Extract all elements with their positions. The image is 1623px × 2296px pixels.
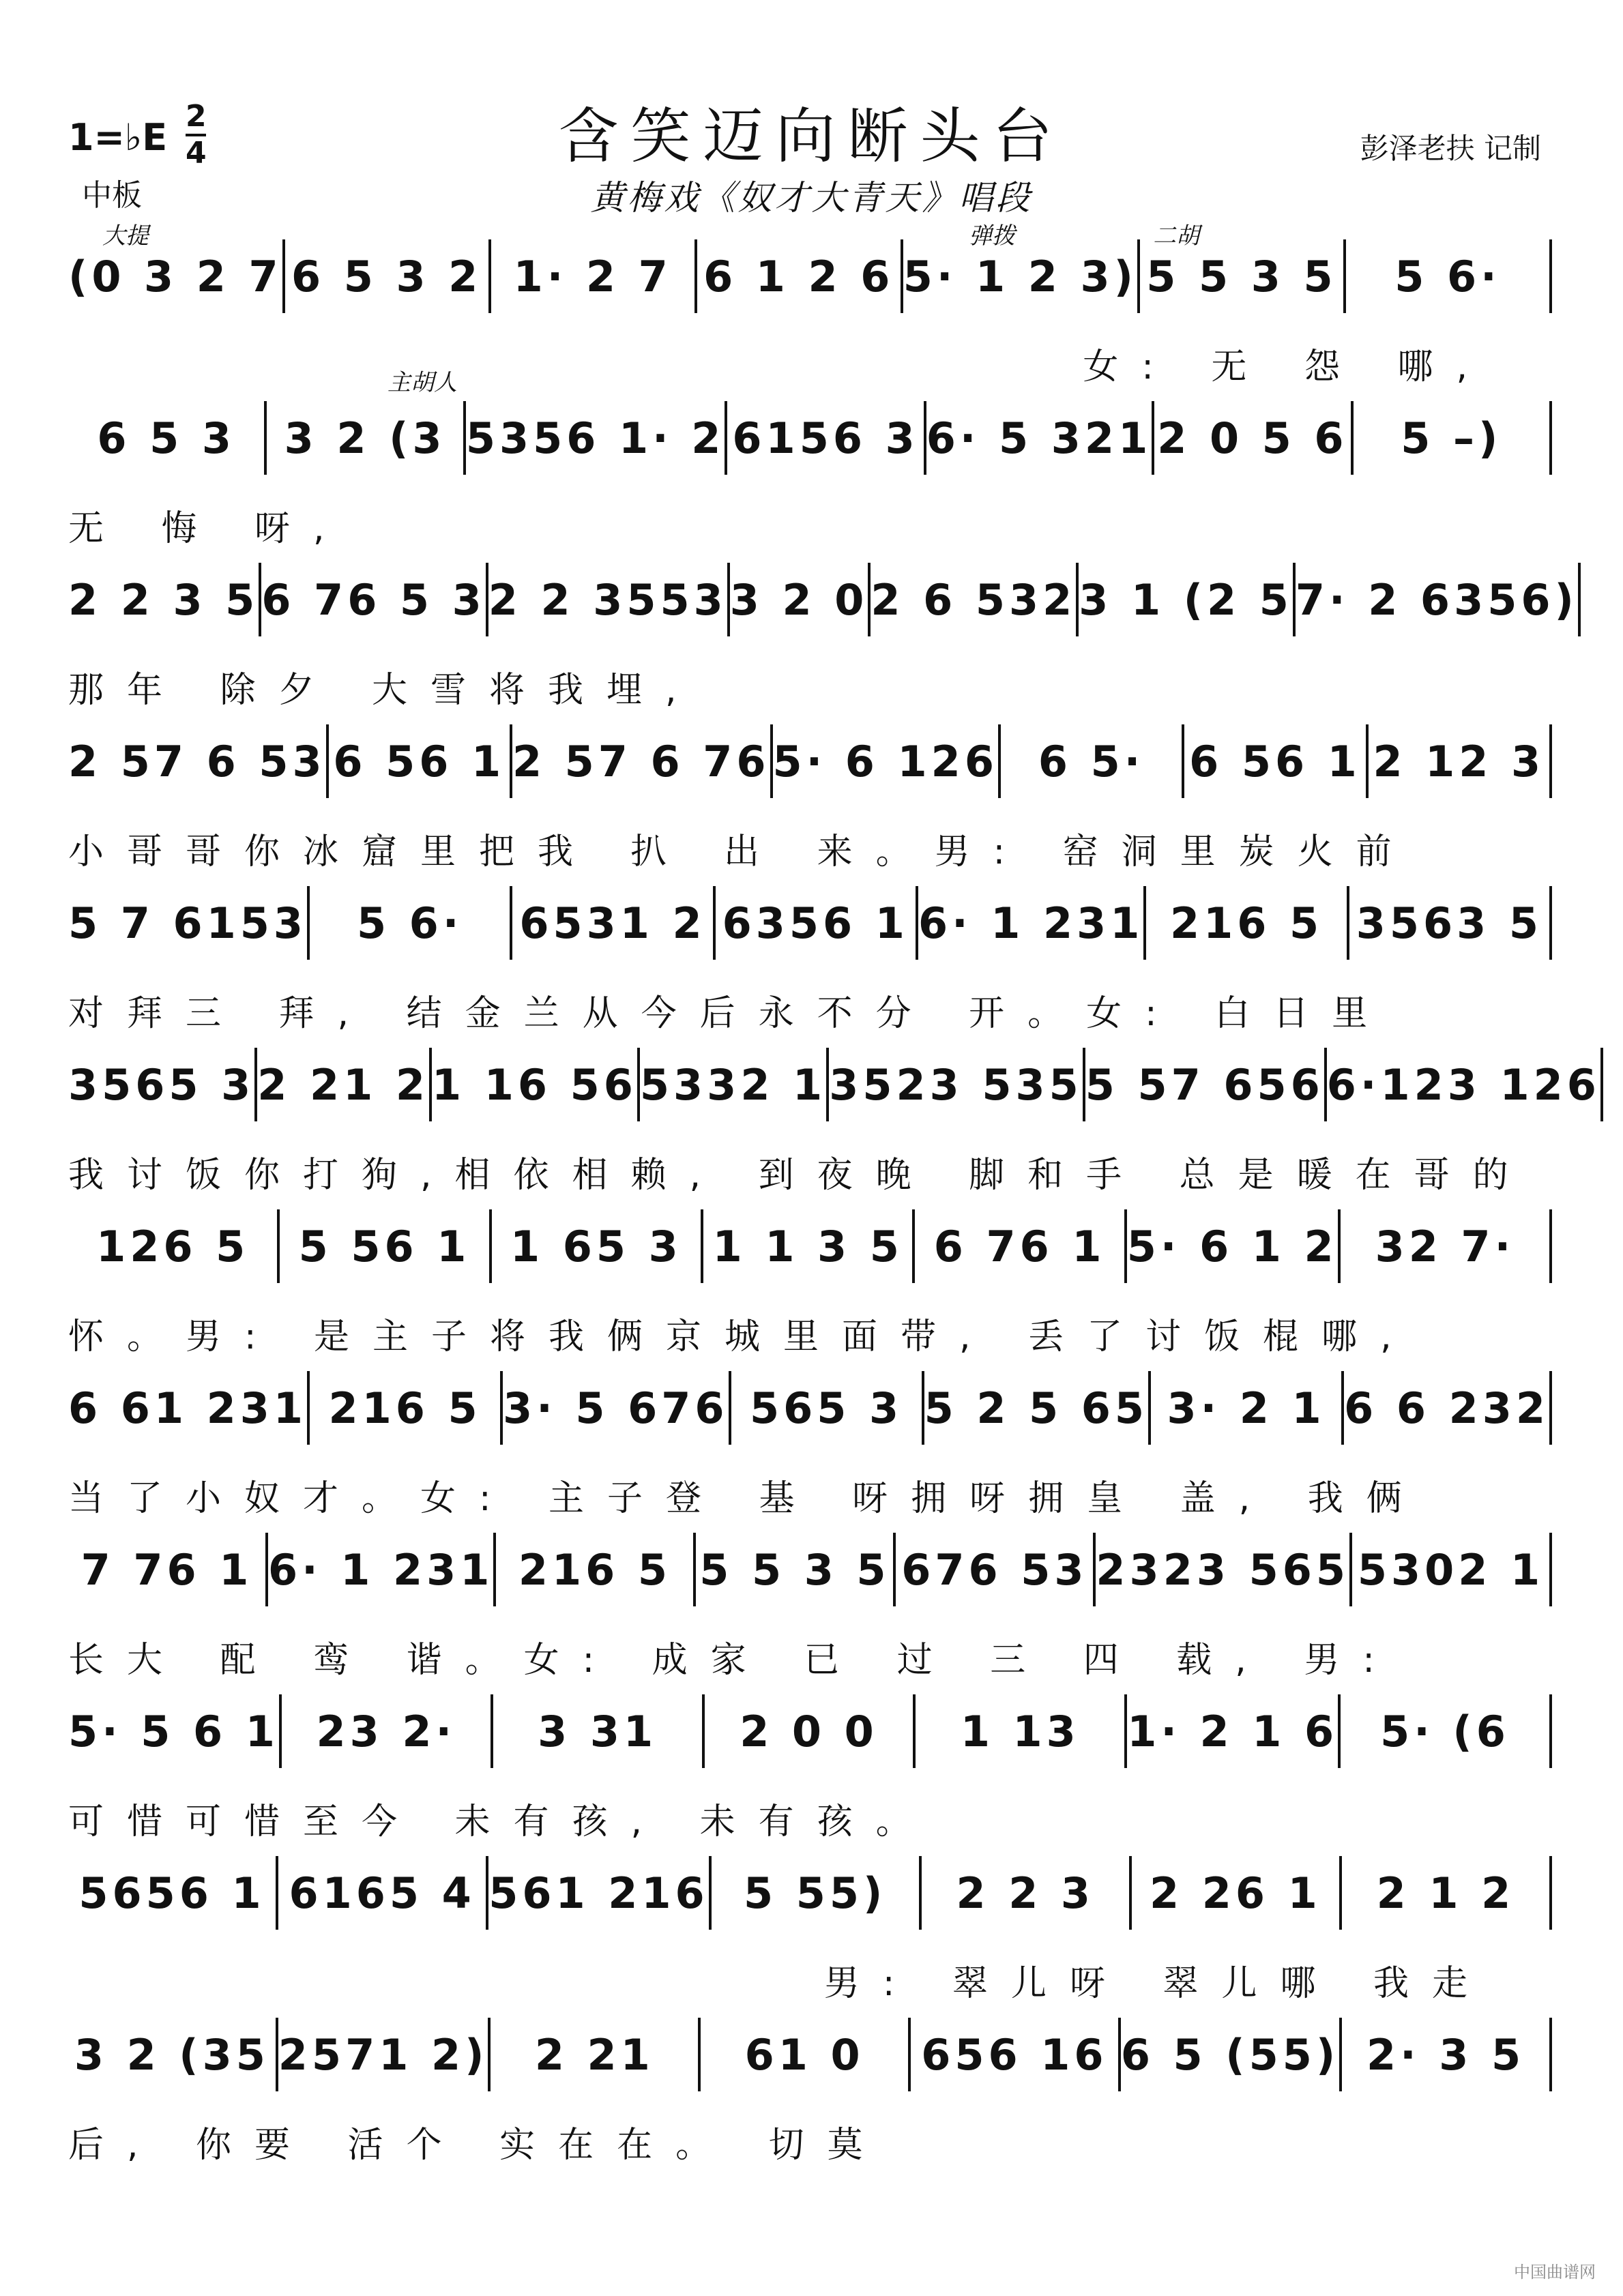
measure: 1· 2 7 (513, 251, 672, 301)
annotation-instrument: 主胡人 (388, 369, 457, 396)
page-subtitle: 黄梅戏《奴才大青天》唱段 (590, 178, 1033, 218)
measure: 656 16 (921, 2029, 1108, 2080)
annotation-instrument: 二胡 (1153, 222, 1199, 250)
staff-system (68, 559, 1578, 721)
measure: 6 6 232 (1344, 1383, 1549, 1433)
measure: 216 5 (1169, 898, 1324, 948)
notation-line (68, 1852, 1552, 1934)
staff-system (68, 1529, 1552, 1691)
notation-line (68, 882, 1552, 964)
measure: 2 21 (534, 2029, 654, 2080)
staff-system (68, 235, 1552, 398)
measure: 1· 2 1 6 (1127, 1706, 1339, 1756)
lyrics-line: 那年 除夕 大雪将我埋, (68, 670, 700, 711)
measure: 2· 3 5 (1366, 2029, 1525, 2080)
measure: 3523 535 (829, 1059, 1083, 1110)
measure: 2 0 0 (740, 1706, 878, 1756)
measure: 6 56 1 (333, 736, 506, 786)
barline (1549, 1856, 1552, 1930)
measure: 3· 2 1 (1167, 1383, 1326, 1433)
composer-credit: 彭泽老扶 记制 (1360, 132, 1541, 165)
measure: 5· 1 2 3) (903, 251, 1137, 301)
measure: 2 1 2 (1376, 1868, 1515, 1918)
measure: 565 3 (749, 1383, 903, 1433)
measure: 2571 2) (278, 2029, 488, 2080)
barline (1549, 886, 1552, 960)
annotation-instrument: 大提 (102, 222, 149, 250)
time-top: 2 (186, 99, 207, 134)
measure: 6 76 5 3 (261, 574, 486, 625)
measure: 3 2 (3 (284, 413, 446, 463)
measure: 32 7· (1375, 1221, 1515, 1271)
measure: 1 16 56 (432, 1059, 637, 1110)
notation-line (68, 1205, 1552, 1287)
lyrics-line: 当了小奴才。女: 主子登 基 呀拥呀拥皇 盖, 我俩 (68, 1478, 1425, 1519)
barline (1549, 239, 1552, 313)
barline (1578, 563, 1581, 636)
barline (1549, 1371, 1552, 1445)
measure: 5 –) (1401, 413, 1502, 463)
measure: 5 7 6153 (68, 898, 308, 948)
staff-system (68, 2014, 1552, 2176)
measure: 2 57 6 76 (512, 736, 770, 786)
measure: 6· 1 231 (918, 898, 1144, 948)
measure: 5302 1 (1357, 1544, 1545, 1595)
notation-line (68, 559, 1578, 641)
measure: 6 5 3 2 (291, 251, 482, 301)
notation-line (68, 1529, 1552, 1610)
measure: 6165 4 (289, 1868, 476, 1918)
lyrics-line: 怀。男: 是主子将我俩京城里面带, 丢了讨饭棍哪, (68, 1316, 1415, 1357)
measure: 5356 1· 2 (465, 413, 725, 463)
measure: 6·123 126 (1326, 1059, 1600, 1110)
measure: 126 5 (96, 1221, 250, 1271)
measure: 5 6· (356, 898, 463, 948)
measure: 6531 2 (519, 898, 706, 948)
measure: 3 2 (35 (74, 2029, 269, 2080)
measure: 561 216 (488, 1868, 709, 1918)
barline (1549, 401, 1552, 475)
measure: 2 6 532 (871, 574, 1077, 625)
measure: 5· 6 126 (772, 736, 998, 786)
measure: 6 61 231 (68, 1383, 308, 1433)
measure: 23 2· (316, 1706, 456, 1756)
measure: 5 56 1 (298, 1221, 471, 1271)
measure: 1 1 3 5 (712, 1221, 903, 1271)
lyrics-line: 无 悔 呀, (68, 508, 348, 549)
staff-system (68, 1690, 1552, 1853)
measure: 6 5 (55) (1120, 2029, 1340, 2080)
measure: 6156 3 (732, 413, 919, 463)
measure: 3563 5 (1356, 898, 1542, 948)
notation-line (68, 1690, 1552, 1772)
watermark: 中国曲谱网 (1514, 2263, 1596, 2282)
lyrics-line: 我讨饭你打狗,相依相赖, 到夜晚 脚和手 总是暖在哥的 (68, 1155, 1532, 1196)
measure: 2323 565 (1096, 1544, 1349, 1595)
measure: 5 5 3 5 (699, 1544, 890, 1595)
measure: 5332 1 (639, 1059, 827, 1110)
measure: 2 26 1 (1149, 1868, 1321, 1918)
notation-line (68, 397, 1552, 479)
measure: 5 6· (1394, 251, 1501, 301)
staff-system (68, 882, 1552, 1044)
barline (1600, 1048, 1603, 1121)
staff-system (68, 1205, 1552, 1368)
lyrics-line: 可惜可惜至今 未有孩, 未有孩。 (68, 1801, 935, 1842)
barline (1549, 724, 1552, 798)
measure: 7· 2 6356) (1295, 574, 1578, 625)
staff-system (68, 397, 1552, 559)
lyrics-line: 后, 你要 活个 实在在。 切莫 (68, 2125, 886, 2166)
lyrics-line: 小哥哥你冰窟里把我 扒 出 来。男: 窑洞里炭火前 (68, 831, 1415, 872)
lyrics-line: 女: 无 怨 哪, (1083, 347, 1491, 387)
measure: 3 2 0 (729, 574, 868, 625)
staff-system (68, 1044, 1600, 1206)
measure: 2 2 3 (956, 1868, 1095, 1918)
measure: 2 0 5 6 (1157, 413, 1348, 463)
measure: 6· 5 321 (926, 413, 1152, 463)
measure: 5 5 3 5 (1146, 251, 1337, 301)
measure: 5 55) (744, 1868, 887, 1918)
measure: 6 5· (1038, 736, 1145, 786)
measure: 6356 1 (722, 898, 909, 948)
tempo-mark: 中板 (82, 178, 142, 213)
measure: 2 12 3 (1373, 736, 1545, 786)
barline (1549, 1209, 1552, 1283)
measure: 5· (6 (1380, 1706, 1510, 1756)
barline (1549, 1533, 1552, 1606)
measure: 5 2 5 65 (924, 1383, 1149, 1433)
annotation-instrument: 弹拨 (969, 222, 1015, 250)
measure: 5656 1 (78, 1868, 265, 1918)
lyrics-line: 男: 翠儿呀 翠儿哪 我走 (823, 1963, 1491, 2004)
notation-line (68, 720, 1552, 802)
measure: 1 13 (960, 1706, 1080, 1756)
measure: 6 5 3 (97, 413, 235, 463)
staff-system (68, 720, 1552, 883)
key-signature: 1=♭E (68, 116, 168, 159)
measure: 3· 5 676 (503, 1383, 729, 1433)
measure: 5· 5 6 1 (68, 1706, 279, 1756)
measure: 216 5 (518, 1544, 671, 1595)
measure: 3 1 (2 5 (1079, 574, 1293, 625)
notation-line (68, 1044, 1600, 1125)
measure: 6 76 1 (933, 1221, 1106, 1271)
measure: 3565 3 (68, 1059, 255, 1110)
measure: 6· 1 231 (268, 1544, 494, 1595)
measure: 5 57 656 (1085, 1059, 1324, 1110)
measure: 1 65 3 (510, 1221, 682, 1271)
staff-system (68, 1367, 1552, 1529)
measure: 3 31 (538, 1706, 658, 1756)
measure: 6 1 2 6 (703, 251, 894, 301)
measure: 6 56 1 (1189, 736, 1361, 786)
lyrics-line: 对拜三 拜, 结金兰从今后永不分 开。女: 白日里 (68, 993, 1391, 1034)
measure: 2 57 6 53 (68, 736, 326, 786)
staff-system (68, 1852, 1552, 2014)
time-bottom: 4 (186, 136, 207, 171)
measure: 2 21 2 (257, 1059, 430, 1110)
measure: 676 53 (901, 1544, 1088, 1595)
measure: 216 5 (328, 1383, 482, 1433)
barline (1549, 1694, 1552, 1768)
page-title: 含笑迈向断头台 (558, 101, 1065, 171)
measure: 7 76 1 (81, 1544, 253, 1595)
notation-line (68, 235, 1552, 317)
measure: 5· 6 1 2 (1126, 1221, 1338, 1271)
lyrics-line: 长大 配 鸾 谐。女: 成家 已 过 三 四 载, 男: (68, 1640, 1398, 1681)
barline (1549, 2018, 1552, 2091)
measure: 2 2 3 5 (68, 574, 259, 625)
notation-line (68, 1367, 1552, 1449)
measure: 61 0 (744, 2029, 864, 2080)
measure: (0 3 2 7 (68, 251, 282, 301)
measure: 2 2 3553 (488, 574, 727, 625)
notation-line (68, 2014, 1552, 2095)
